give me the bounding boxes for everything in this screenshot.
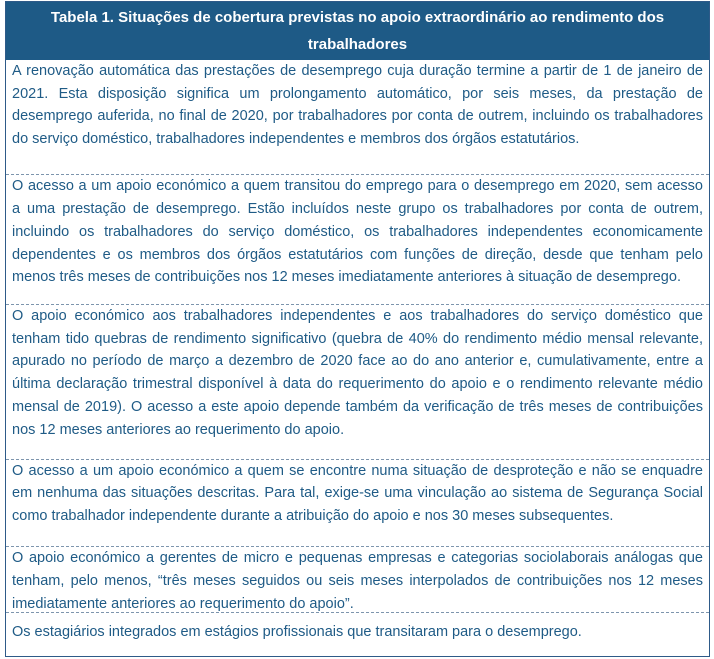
table-row: Os estagiários integrados em estágios profissionais que transitaram para o desemprego. bbox=[12, 624, 582, 641]
table-row: O acesso a um apoio económico a quem se encontre numa situação de desproteção e não se enquadre em nenhuma das situações descritas. Para tal, exige-se uma vinculação ao sistema de Segurança Social como trabalhador independente durante a atribuição do apoio e nos 30 meses subsequentes. bbox=[6, 460, 709, 548]
coverage-table bbox=[5, 1, 710, 657]
table-row: O acesso a um apoio económico a quem transitou do emprego para o desemprego em 2020, sem acesso a uma prestação de desemprego. Estão incluídos neste grupo os trabalhadores por conta de outrem, incluindo os trabalhadores do serviço doméstico, os trabalhadores independentes economicamente dependentes e os membros dos órgãos estatutários com funções de direção, desde que tenham pelo menos três meses de contribuições nos 12 meses imediatamente anteriores à situação de desemprego. bbox=[6, 175, 709, 305]
table-row: A renovação automática das prestações de desemprego cuja duração termine a partir de 1 de janeiro de 2021. Esta disposição significa um prolongamento automático, por seis meses, da prestação de desemprego auferida, no final de 2020, por trabalhadores por conta de outrem, incluindo os trabalhadores do serviço doméstico, trabalhadores independentes e membros dos órgãos estatutários. bbox=[6, 60, 709, 176]
table-title: Tabela 1. Situações de cobertura previstas no apoio extraordinário ao rendimento dos trabalhadores bbox=[6, 2, 709, 60]
table-row: O apoio económico a gerentes de micro e pequenas empresas e categorias sociolaborais análogas que tenham, pelo menos, “três meses seguidos ou seis meses interpolados de contribuições nos 12 meses imediatamente anteriores ao requerimento do apoio”. bbox=[6, 547, 709, 613]
table-row: O apoio económico aos trabalhadores independentes e aos trabalhadores do serviço doméstico que tenham tido quebras de rendimento significativo (quebra de 40% do rendimento médio mensal relevante, apurado no período de março a dezembro de 2020 face ao do ano anterior e, cumulativamente, entre a última declaração trimestral disponível à data do requerimento do apoio e o rendimento relevante médio mensal de 2019). O acesso a este apoio depende também da verificação de três meses de contribuições nos 12 meses anteriores ao requerimento do apoio. bbox=[6, 305, 709, 460]
